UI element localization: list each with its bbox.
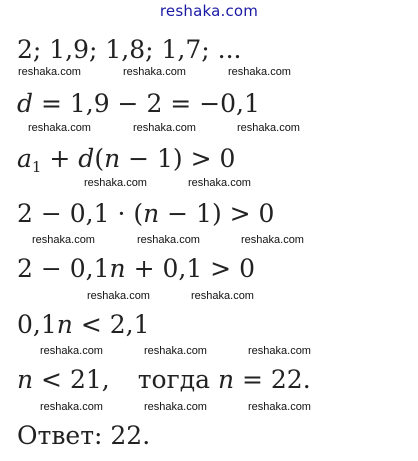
var-a: a xyxy=(17,144,32,173)
watermark: reshaka.com xyxy=(144,345,207,357)
expr-pre: 2 − 0,1 · ( xyxy=(17,199,144,228)
var-n: n xyxy=(109,254,126,283)
open-paren: ( xyxy=(94,144,105,173)
watermark: reshaka.com xyxy=(32,234,95,246)
watermark: reshaka.com xyxy=(144,401,207,413)
expanded-line xyxy=(17,254,255,284)
simplified-line xyxy=(17,310,149,340)
sequence-line: 2; 1,9; 1,8; 1,7; ... xyxy=(17,35,242,64)
var-n: n xyxy=(143,199,160,228)
watermark: reshaka.com xyxy=(188,177,251,189)
var-n: n xyxy=(104,144,121,173)
var-n: n xyxy=(217,365,235,394)
watermark-header: reshaka.com xyxy=(159,2,259,20)
watermark: reshaka.com xyxy=(87,290,150,302)
watermark: reshaka.com xyxy=(228,66,291,78)
expr-pre: 2 − 0,1 xyxy=(17,254,110,283)
then-word: тогда xyxy=(137,365,218,394)
watermark: reshaka.com xyxy=(137,234,200,246)
watermark: reshaka.com xyxy=(84,177,147,189)
difference-line xyxy=(17,89,260,119)
watermark: reshaka.com xyxy=(241,234,304,246)
watermark: reshaka.com xyxy=(40,345,103,357)
watermark: reshaka.com xyxy=(18,66,81,78)
watermark: reshaka.com xyxy=(191,290,254,302)
answer-line: Ответ: 22. xyxy=(17,421,151,450)
plus-sign: + xyxy=(41,144,79,173)
inequality-tail: − 1) > 0 xyxy=(120,144,236,173)
expr-pre: 0,1 xyxy=(17,310,57,339)
expr-post: − 1) > 0 xyxy=(159,199,275,228)
watermark: reshaka.com xyxy=(40,401,103,413)
expr-post: + 0,1 > 0 xyxy=(125,254,255,283)
var-n: n xyxy=(56,310,73,339)
var-d: d xyxy=(78,144,95,173)
var-n: n xyxy=(17,365,34,394)
result-value: = 22. xyxy=(234,365,311,394)
watermark: reshaka.com xyxy=(248,345,311,357)
watermark: reshaka.com xyxy=(237,122,300,134)
watermark: reshaka.com xyxy=(133,122,196,134)
expr-post: < 2,1 xyxy=(72,310,150,339)
var-d: d xyxy=(17,89,34,118)
substitution-line xyxy=(17,199,274,229)
result-bound: < 21, xyxy=(33,365,110,394)
watermark: reshaka.com xyxy=(123,66,186,78)
subscript-1: 1 xyxy=(31,158,42,176)
watermark: reshaka.com xyxy=(28,122,91,134)
watermark: reshaka.com xyxy=(248,401,311,413)
result-line xyxy=(17,365,311,395)
difference-expr: = 1,9 − 2 = −0,1 xyxy=(33,89,260,118)
